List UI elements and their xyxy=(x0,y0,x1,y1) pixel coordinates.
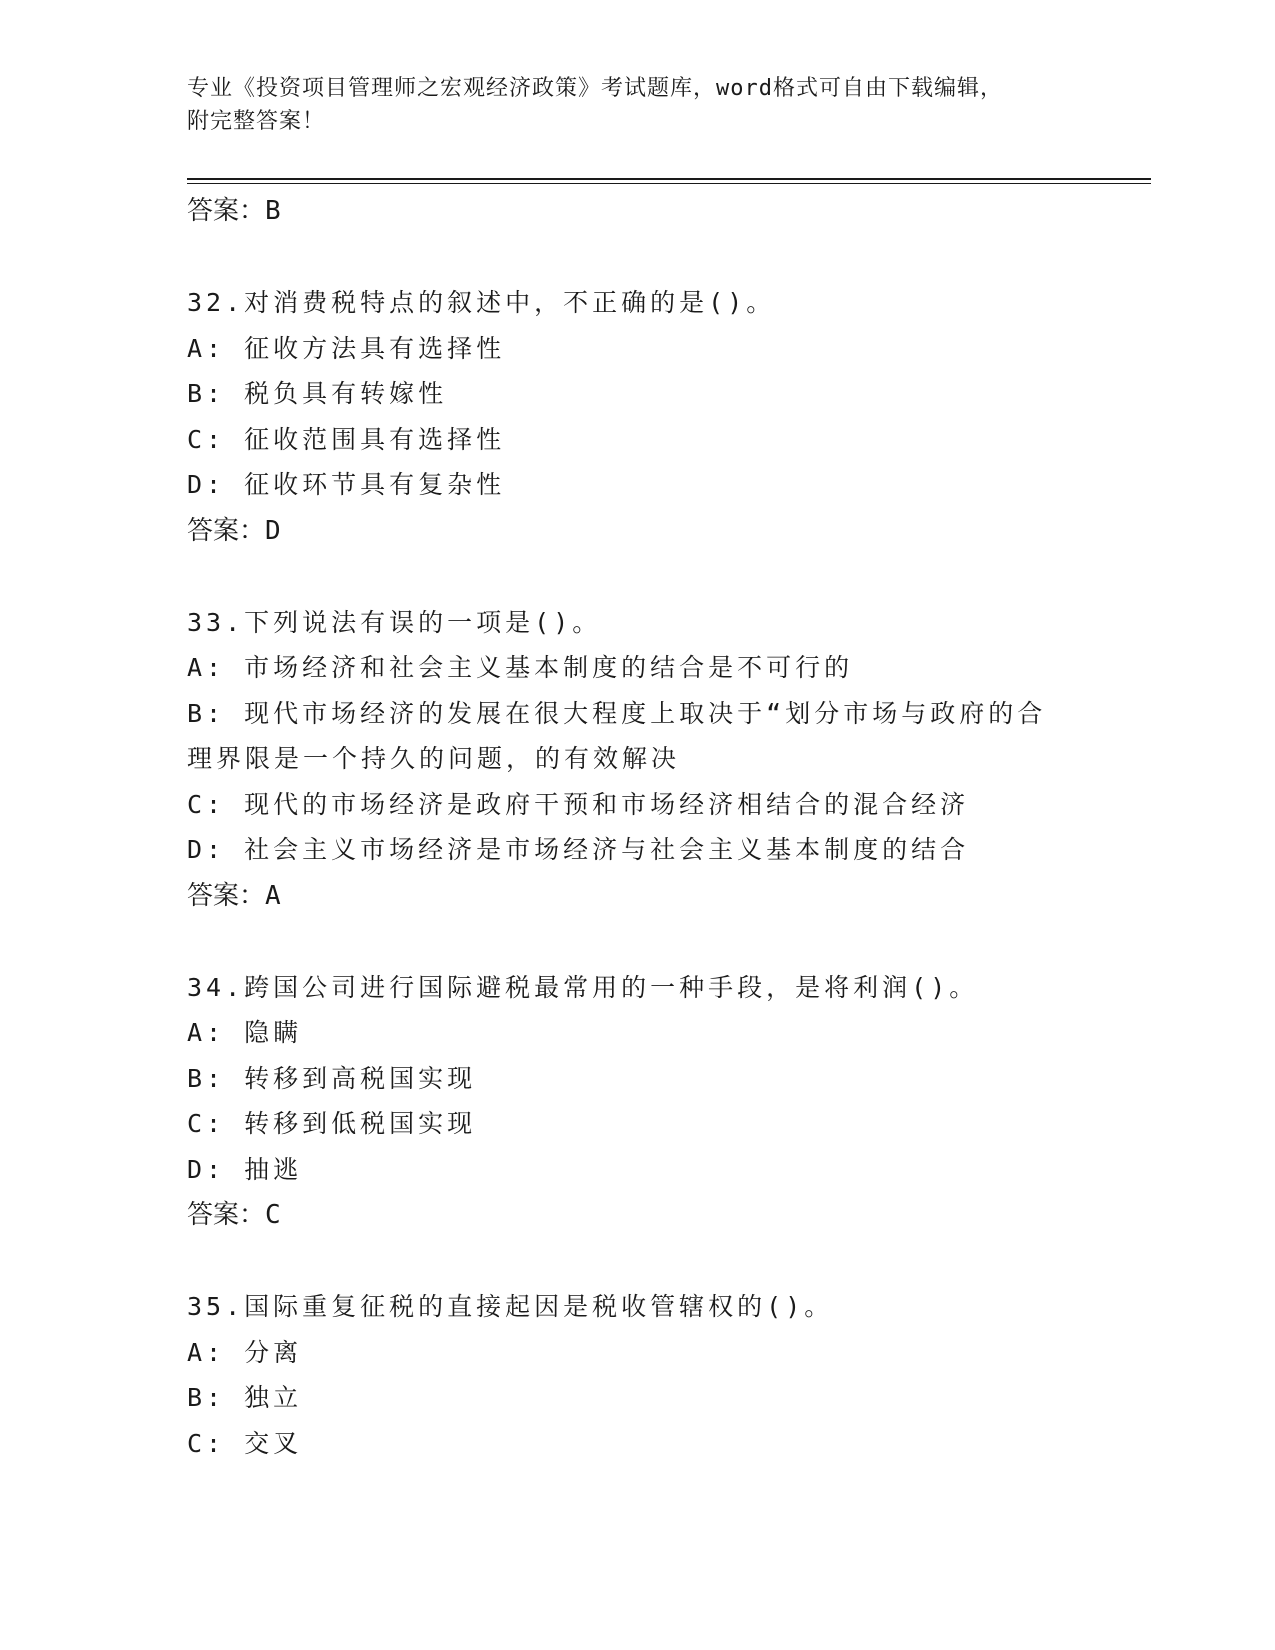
answer-31: 答案：B xyxy=(187,196,281,226)
question-stem: 34.跨国公司进行国际避税最常用的一种手段，是将利润()。 xyxy=(187,972,979,1002)
question-block-32 xyxy=(187,280,1087,554)
option-d: D: 抽逃 xyxy=(187,1154,303,1184)
option-c: C: 征收范围具有选择性 xyxy=(187,424,506,454)
spacer xyxy=(187,234,1087,280)
header-rule-thin xyxy=(187,183,1151,184)
question-stem: 33.下列说法有误的一项是()。 xyxy=(187,607,602,637)
question-stem: 35.国际重复征税的直接起因是税收管辖权的()。 xyxy=(187,1292,834,1321)
header-rule-thick xyxy=(187,178,1151,180)
option-b: B: 现代市场经济的发展在很大程度上取决于“划分市场与政府的合理界限是一个持久的问题，的有效解决 xyxy=(187,698,1047,773)
document-header xyxy=(187,72,1067,138)
spacer xyxy=(187,919,1087,965)
option-b: B: 独立 xyxy=(187,1383,303,1412)
spacer xyxy=(187,554,1087,600)
question-list xyxy=(187,188,1087,1466)
option-b: B: 税负具有转嫁性 xyxy=(187,379,448,408)
answer: 答案：C xyxy=(187,1200,281,1230)
option-a: A: 市场经济和社会主义基本制度的结合是不可行的 xyxy=(187,653,854,682)
question-block-34 xyxy=(187,965,1087,1239)
spacer xyxy=(187,1238,1087,1284)
option-c: C: 交叉 xyxy=(187,1428,303,1458)
header-line-2: 附完整答案！ xyxy=(187,109,326,134)
option-a: A: 征收方法具有选择性 xyxy=(187,333,506,363)
option-c: C: 转移到低税国实现 xyxy=(187,1109,477,1138)
header-line-1: 专业《投资项目管理师之宏观经济政策》考试题库，word格式可自由下载编辑， xyxy=(187,76,1003,101)
question-block-33 xyxy=(187,600,1087,919)
option-a: A: 分离 xyxy=(187,1337,303,1367)
answer: 答案：A xyxy=(187,880,281,911)
option-b: B: 转移到高税国实现 xyxy=(187,1063,477,1093)
question-block-35 xyxy=(187,1284,1087,1466)
option-d: D: 征收环节具有复杂性 xyxy=(187,470,506,499)
option-c: C: 现代的市场经济是政府干预和市场经济相结合的混合经济 xyxy=(187,789,970,819)
option-a: A: 隐瞒 xyxy=(187,1018,303,1047)
question-stem: 32.对消费税特点的叙述中，不正确的是()。 xyxy=(187,288,776,317)
answer: 答案：D xyxy=(187,515,281,546)
option-d: D: 社会主义市场经济是市场经济与社会主义基本制度的结合 xyxy=(187,835,970,864)
